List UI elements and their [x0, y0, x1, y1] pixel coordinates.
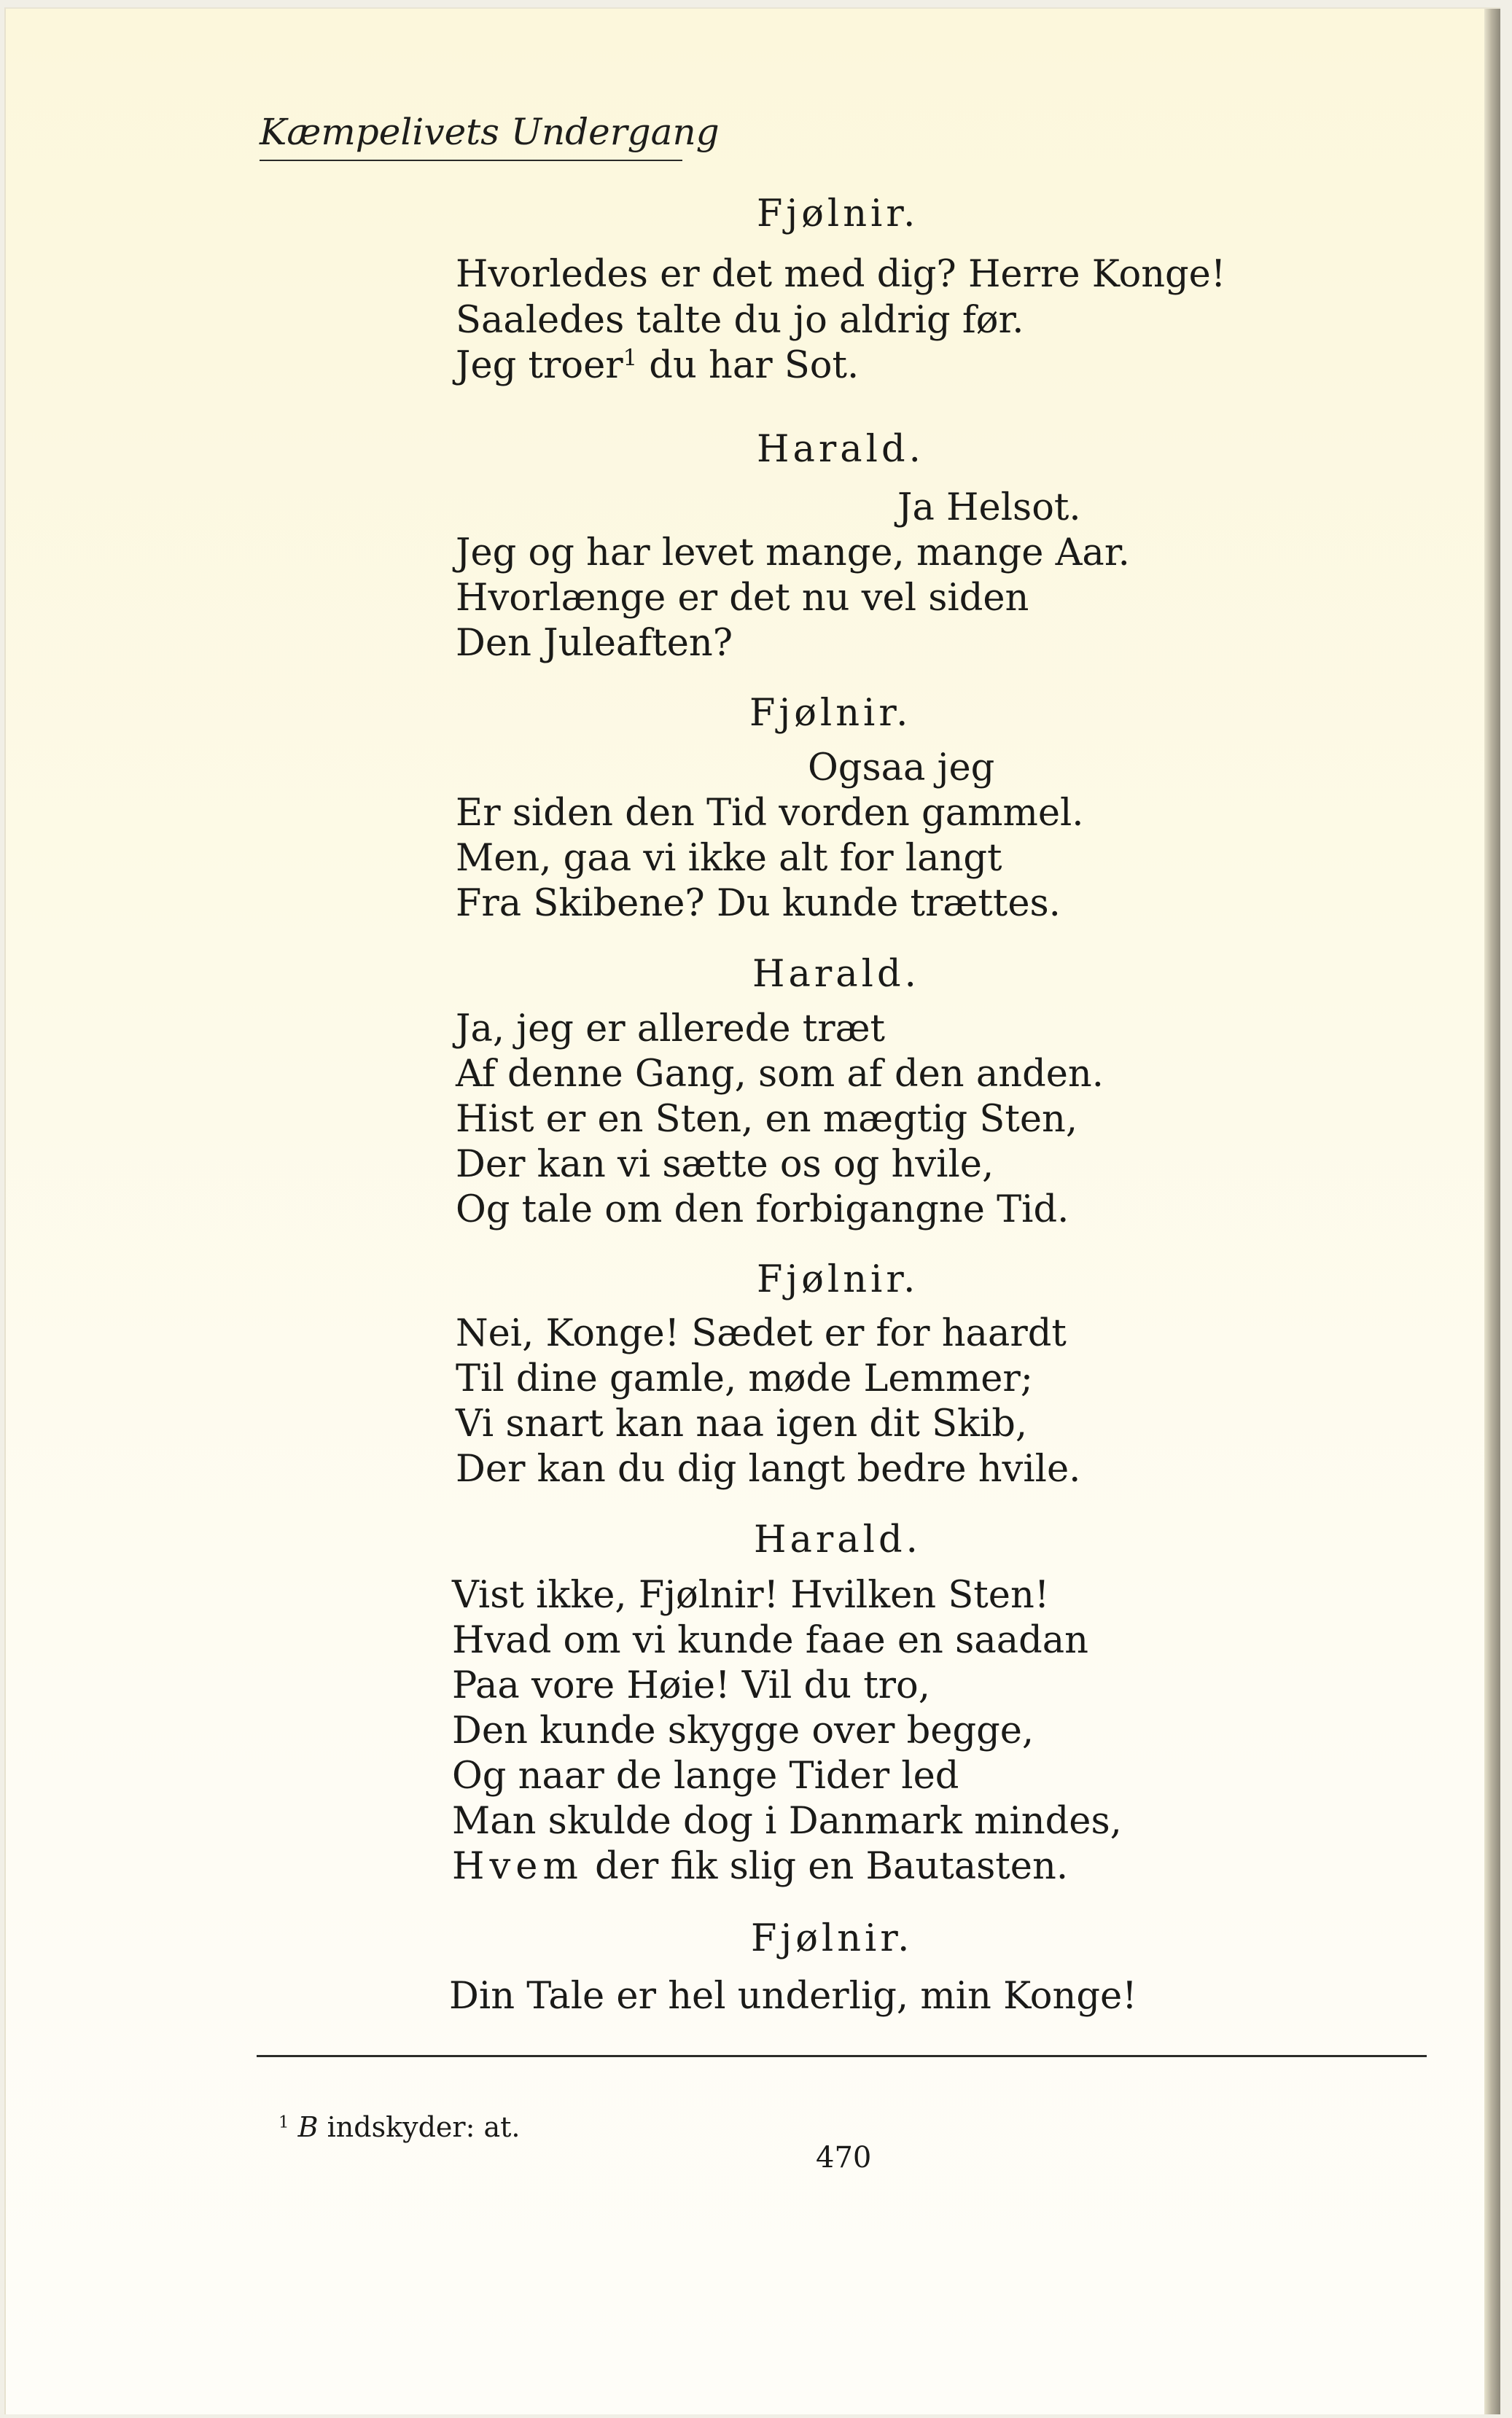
verse-line: Nei, Konge! Sædet er for haardt [456, 1312, 1067, 1355]
speaker-name: Fjølnir. [751, 1917, 913, 1960]
verse-line: Man skulde dog i Danmark mindes, [452, 1800, 1122, 1843]
verse-line-emphasis [452, 1845, 1068, 1889]
verse-text: du har Sot. [637, 344, 860, 387]
verse-line: Til dine gamle, møde Lemmer; [456, 1357, 1033, 1400]
spaced-emphasis-word: Hvem [452, 1845, 583, 1888]
verse-line: Den kunde skygge over begge, [452, 1709, 1034, 1752]
book-page [4, 7, 1500, 2414]
verse-line: Din Tale er hel underlig, min Konge! [449, 1975, 1137, 2018]
footnote-source: B [297, 2111, 319, 2143]
speaker-name: Fjølnir. [757, 1258, 919, 1301]
footnote-rule [257, 2055, 1427, 2057]
verse-line: Ja, jeg er allerede træt [456, 1007, 886, 1050]
verse-line: Hist er en Sten, en mægtig Sten, [456, 1098, 1078, 1141]
running-head-rule [260, 160, 682, 161]
footnote-number: 1 [278, 2113, 289, 2132]
verse-line-with-note [456, 344, 859, 388]
verse-line: Er siden den Tid vorden gammel. [456, 792, 1084, 835]
verse-line: Saaledes talte du jo aldrig før. [456, 299, 1024, 342]
verse-line: Vist ikke, Fjølnir! Hvilken Sten! [452, 1574, 1050, 1617]
footnote-marker: 1 [623, 346, 638, 372]
verse-line: Den Juleaften? [456, 622, 733, 665]
verse-line: Paa vore Høie! Vil du tro, [452, 1664, 930, 1707]
speaker-name: Harald. [752, 953, 920, 996]
footnote [278, 2111, 520, 2143]
verse-text: der fik slig en Bautasten. [595, 1845, 1069, 1888]
footnote-text: indskyder: at. [327, 2111, 521, 2143]
verse-line: Der kan du dig langt bedre hvile. [456, 1448, 1081, 1491]
verse-text: Jeg troer [456, 344, 623, 387]
verse-line: Af denne Gang, som af den anden. [456, 1053, 1104, 1096]
verse-line: Der kan vi sætte os og hvile, [456, 1143, 994, 1186]
verse-line: Men, gaa vi ikke alt for langt [456, 837, 1002, 880]
verse-line: Jeg og har levet mange, mange Aar. [456, 531, 1130, 574]
verse-line: Og naar de lange Tider led [452, 1755, 959, 1798]
verse-line: Hvorledes er det med dig? Herre Konge! [456, 253, 1226, 296]
page-edge-shadow [1484, 9, 1500, 2414]
speaker-name: Fjølnir. [757, 192, 919, 235]
page-number: 470 [816, 2141, 872, 2175]
verse-line: Hvorlænge er det nu vel siden [456, 577, 1029, 620]
verse-line: Og tale om den forbigangne Tid. [456, 1188, 1069, 1231]
verse-line: Hvad om vi kunde faae en saadan [452, 1619, 1089, 1662]
verse-line: Fra Skibene? Du kunde trættes. [456, 882, 1061, 925]
speaker-name: Harald. [754, 1518, 921, 1561]
running-head: Kæmpelivets Undergang [260, 111, 720, 153]
speaker-name: Harald. [757, 428, 924, 471]
verse-line: Vi snart kan naa igen dit Skib, [456, 1403, 1028, 1446]
verse-line: Ogsaa jeg [808, 746, 995, 789]
verse-line: Ja Helsot. [897, 486, 1081, 529]
speaker-name: Fjølnir. [749, 692, 912, 735]
